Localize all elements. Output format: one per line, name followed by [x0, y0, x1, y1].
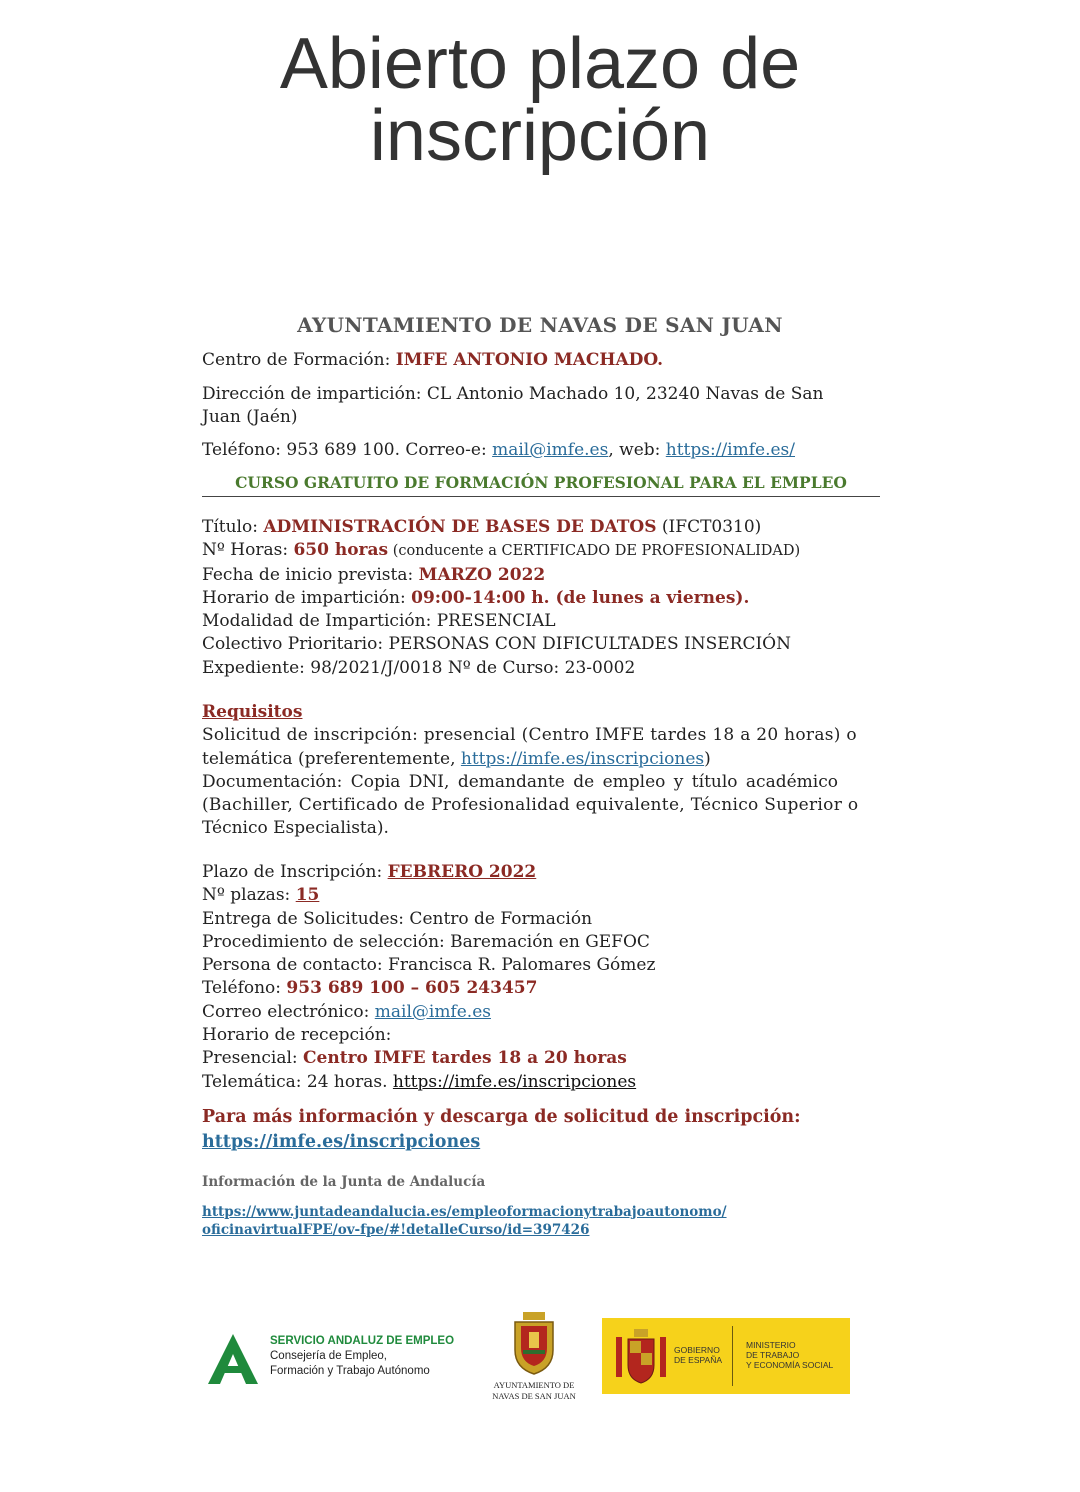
contact-line: [202, 439, 880, 462]
requirements-application-2: [202, 748, 880, 771]
more-info-text: Para más información y descarga de solicitud de inscripción:: [202, 1107, 801, 1127]
course-start-label: Fecha de inicio prevista:: [202, 564, 419, 585]
course-schedule: 09:00-14:00 h. (de lunes a viernes).: [411, 587, 750, 608]
course-start: MARZO 2022: [418, 564, 546, 585]
ayuntamiento-name-1: AYUNTAMIENTO DE: [493, 1380, 575, 1390]
sae-logo: [206, 1328, 456, 1398]
course-start-line: [202, 564, 880, 587]
registration-selection: Procedimiento de selección: Baremación en GEFOC: [202, 931, 650, 952]
contact-email-link[interactable]: mail@imfe.es: [492, 440, 609, 460]
contact-web-link[interactable]: https://imfe.es/: [665, 440, 796, 460]
ayuntamiento-name-2: NAVAS DE SAN JUAN: [492, 1391, 576, 1401]
organization-title: AYUNTAMIENTO DE NAVAS DE SAN JUAN: [297, 313, 783, 337]
center-value: IMFE ANTONIO MACHADO.: [395, 350, 664, 370]
gobierno-text-2: DE ESPAÑA: [674, 1355, 723, 1365]
registration-delivery: Entrega de Solicitudes: Centro de Formación: [202, 908, 593, 929]
registration-places-line: [202, 884, 880, 907]
course-title: ADMINISTRACIÓN DE BASES DE DATOS: [263, 517, 657, 537]
junta-link-line-1[interactable]: https://www.juntadeandalucia.es/empleoformacionytrabajoautonomo/: [202, 1204, 727, 1220]
gobierno-logo: [602, 1318, 850, 1394]
requirements-docs-3: Técnico Especialista).: [202, 818, 389, 839]
registration-in-person-line: [202, 1047, 880, 1070]
ministerio-text-3: Y ECONOMÍA SOCIAL: [746, 1360, 834, 1370]
address-line-2: Juan (Jaén): [202, 407, 298, 428]
ayuntamiento-logo: [486, 1310, 582, 1418]
junta-andalucia-icon: [206, 1332, 260, 1386]
registration-online-label: Telemática: 24 horas.: [202, 1071, 393, 1092]
course-file: Expediente: 98/2021/J/0018 Nº de Curso: 23-0002: [202, 657, 636, 678]
registration-phone: 953 689 100 – 605 243457: [286, 978, 538, 999]
registration-period-line: [202, 861, 880, 884]
registration-period-label: Plazo de Inscripción:: [202, 862, 388, 882]
gobierno-text-1: GOBIERNO: [674, 1345, 720, 1355]
sae-title: SERVICIO ANDALUZ DE EMPLEO: [270, 1335, 455, 1347]
address-line-1: Dirección de impartición: CL Antonio Machado 10, 23240 Navas de San: [202, 384, 824, 404]
center-line: [202, 349, 880, 372]
course-banner-text: CURSO GRATUITO DE FORMACIÓN PROFESIONAL PARA EL EMPLEO: [235, 473, 847, 492]
spain-coat-of-arms-icon: [612, 1327, 670, 1385]
registration-in-person: Centro IMFE tardes 18 a 20 horas: [303, 1048, 627, 1069]
registration-places-label: Nº plazas:: [202, 885, 296, 906]
registration-block: [202, 861, 880, 1094]
requirements-docs-1: Documentación: Copia DNI, demandante de empleo y título académico: [202, 771, 838, 792]
logos-footer: [0, 1310, 1080, 1420]
course-hours: 650 horas: [293, 540, 389, 561]
registration-email-line: [202, 1001, 880, 1024]
registration-period: FEBRERO 2022: [387, 862, 537, 882]
requirements-application-link[interactable]: https://imfe.es/inscripciones: [460, 748, 705, 769]
coat-of-arms-icon: [509, 1310, 559, 1376]
course-hours-note: (conducente a CERTIFICADO DE PROFESIONALIDAD): [388, 543, 801, 560]
junta-block: [202, 1173, 880, 1239]
contact-web-label: , web:: [608, 440, 666, 460]
requirements-application-text: telemática (preferentemente,: [202, 748, 461, 769]
more-info-link[interactable]: https://imfe.es/inscripciones: [202, 1132, 481, 1152]
registration-phone-label: Teléfono:: [202, 978, 287, 999]
junta-heading: Información de la Junta de Andalucía: [202, 1174, 486, 1190]
registration-reception: Horario de recepción:: [202, 1025, 392, 1046]
headline: [0, 24, 1080, 176]
headline-line-1: Abierto plazo de: [279, 24, 801, 104]
address-block: [202, 383, 880, 430]
registration-in-person-label: Presencial:: [202, 1048, 304, 1069]
course-schedule-label: Horario de impartición:: [202, 587, 412, 608]
junta-link-line-2[interactable]: oficinavirtualFPE/ov-fpe/#!detalleCurso/id=397426: [202, 1222, 590, 1238]
ministerio-text-2: DE TRABAJO: [746, 1350, 800, 1360]
registration-places: 15: [295, 885, 320, 906]
course-details: [202, 516, 880, 680]
course-modality: Modalidad de Impartición: PRESENCIAL: [202, 611, 556, 632]
course-collective: Colectivo Prioritario: PERSONAS CON DIFICULTADES INSERCIÓN: [202, 634, 791, 655]
course-hours-label: Nº Horas:: [202, 540, 294, 561]
requirements-application-1: Solicitud de inscripción: presencial (Centro IMFE tardes 18 a 20 horas) o: [202, 725, 857, 746]
requirements-application-end: ): [704, 748, 711, 769]
registration-email-link[interactable]: mail@imfe.es: [374, 1001, 491, 1022]
sae-subtitle-1: Consejería de Empleo,: [270, 1350, 387, 1362]
registration-online-link[interactable]: https://imfe.es/inscripciones: [392, 1071, 637, 1092]
course-title-label: Título:: [202, 517, 264, 537]
ministerio-text-1: MINISTERIO: [746, 1340, 796, 1350]
registration-phone-line: [202, 977, 880, 1000]
more-info-block: [202, 1105, 880, 1155]
contact-label: Teléfono: 953 689 100. Correo-e:: [202, 440, 493, 460]
requirements-docs-2: (Bachiller, Certificado de Profesionalidad equivalente, Técnico Superior o: [202, 795, 859, 816]
sae-subtitle-2: Formación y Trabajo Autónomo: [270, 1365, 430, 1377]
course-code: (IFCT0310): [656, 517, 762, 537]
course-banner: [202, 471, 880, 497]
requirements-block: [202, 701, 880, 841]
registration-online-line: [202, 1071, 880, 1094]
registration-email-label: Correo electrónico:: [202, 1001, 375, 1022]
requirements-heading: Requisitos: [202, 702, 303, 722]
course-hours-line: [202, 539, 880, 563]
registration-contact-person: Persona de contacto: Francisca R. Palomares Gómez: [202, 955, 656, 976]
headline-line-2: inscripción: [369, 96, 711, 176]
course-schedule-line: [202, 587, 880, 610]
course-title-line: [202, 516, 880, 539]
center-label: Centro de Formación:: [202, 350, 396, 370]
